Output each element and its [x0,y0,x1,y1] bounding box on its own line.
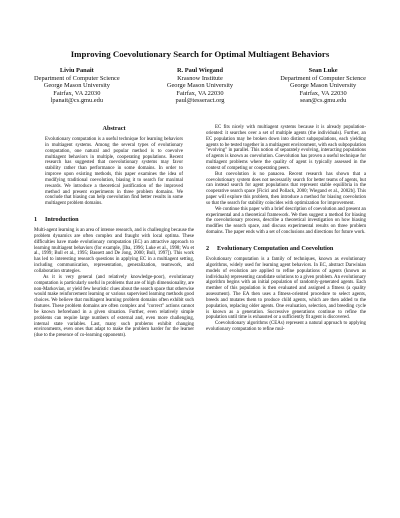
paper-title: Improving Coevolutionary Search for Optimal Multiagent Behaviors [70,49,330,59]
author-1 [34,67,120,105]
body-columns [34,125,366,339]
section-number: 2 [206,245,210,252]
right-column [206,125,366,339]
author-dept: Krasnow Institute [177,74,223,82]
author-2 [167,67,233,105]
author-city: Fairfax, VA 22030 [299,89,347,97]
author-org: George Mason University [43,82,110,90]
section-number: 1 [34,216,38,224]
author-dept: Department of Computer Science [34,74,120,82]
author-name: Sean Luke [308,67,338,74]
abstract-heading: Abstract [102,124,126,132]
author-block [34,67,366,105]
paragraph: Coevolutionary algorithms (CEAs) represent a natural approach to applying evolutionary computation to refine mul- [206,321,366,333]
section-title: Evolutionary Computation and Coevolution [217,245,334,252]
author-email: paul@tesseract.org [175,97,225,105]
section-title: Introduction [45,216,79,224]
author-name: Liviu Panait [59,67,94,74]
author-org: George Mason University [289,82,357,90]
author-email: lpanait@cs.gmu.edu [50,97,104,105]
section-heading-ec-coevolution [206,245,366,252]
section-heading-introduction [34,216,194,223]
author-dept: Department of Computer Science [280,74,366,82]
abstract-text: Evolutionary computation is a useful technique for learning behaviors in multiagent systems. Among the several types of evolutionary computation, one natural and popular method is to coevolve multiagent behaviors in multiple, cooperating populations. Recent research has suggested that coevolutionary systems may favor stability rather than performance in some domains. In order to improve upon existing methods, this paper examines the idea of modifying traditional coevolution, biasing it to search for maximal rewards. We introduce a theoretical justification of the improved method and present experiments in three problem domains. We conclude that biasing can help coevolution find better results in some multiagent problem domains. [45,136,183,207]
paragraph: Multi-agent learning is an area of intense research, and is challenging because the problem dynamics are often complex and fraught with local optima. These difficulties have made evolutionary computation (EC) an attractive approach to learning multiagent behaviors (for example, [Iba, 1996; Luke et al., 1998; Wu et al., 1999; Bull et al., 1995; Bassett and De Jong, 2000; Bull, 1997]). This work has led to interesting research questions in applying EC in a multiagent setting, including communication, representation, generalization, teamwork, and collaboration strategies. [34,228,194,274]
author-org: George Mason University [166,82,234,90]
left-column [34,125,194,339]
author-city: Fairfax, VA 22030 [176,89,224,97]
author-email: sean@cs.gmu.edu [299,97,347,105]
author-3 [280,67,366,105]
paragraph: As it is very general (and relatively knowledge-poor), evolutionary computation is particularly useful in problems that are of high dimensionality, are non-Markovian, or yield few heuristic clues about the search space that otherwise would make reinforcement learning or various supervised learning methods good choices. We believe that multiagent learning problem domains often exhibit such features. These problem domains are often complex and "correct" actions cannot be known beforehand in a given situation. Further, even relatively simple problems can require large numbers of external and, even more challenging, internal state variables. Last, many such problems exhibit changing environments, even ones that adapt to make the problem harder for the learner (due to the presence of co-learning opponents). [34,274,194,339]
paragraph: We continue this paper with a brief description of coevolution and present an experimental and a theoretical framework. We then suggest a method for biasing the coevolutionary process, describe a theoretical investigation on how biasing modifies the search space, and discuss experimental results on three problem domains. The paper ends with a set of conclusions and directions for future work. [206,206,366,236]
author-city: Fairfax, VA 22030 [53,89,101,97]
paragraph: Evolutionary computation is a family of techniques, known as evolutionary algorithms, widely used for learning agent behaviors. In EC, abstract Darwinian models of evolution are applied to refine populations of agents (known as individuals) representing candidate solutions to a given problem. An evolutionary algorithm begins with an initial population of randomly-generated agents. Each member of this population is then evaluated and assigned a fitness (a quality assessment). The EA then uses a fitness-oriented procedure to select agents, breeds and mutates them to produce child agents, which are then added to the population, replacing older agents. One evaluation, selection, and breeding cycle is known as a generation. Successive generations continue to refine the population until time is exhausted or a sufficiently fit agent is discovered. [206,257,366,321]
paragraph: EC fits nicely with multiagent systems because it is already population-oriented: it searches over a set of multiple agents (the individuals). Further, an EC population may be broken down into distinct subpopulations, each yielding agents to be tested together in a multiagent environment, with each subpopulation "evolving" in parallel. This notion of separately evolving, interacting populations of agents is known as coevolution. Coevolution has proven a useful technique for multiagent problems where the quality of agent is typically assessed in the context of competing or cooperating peers. [206,124,366,171]
author-name: R. Paul Wiegand [176,67,224,74]
paragraph: But coevolution is no panacea. Recent research has shown that a coevolutionary system does not necessarily search for better teams of agents, but can instead search for agent populations that represent stable equilibria in the cooperative search space [Ficici and Pollack, 2000; Wiegand et al., 2002b]. This paper will explore this problem, then introduce a method for biasing coevolution so that the search for stability coincides with optimization for improvement. [206,171,366,206]
